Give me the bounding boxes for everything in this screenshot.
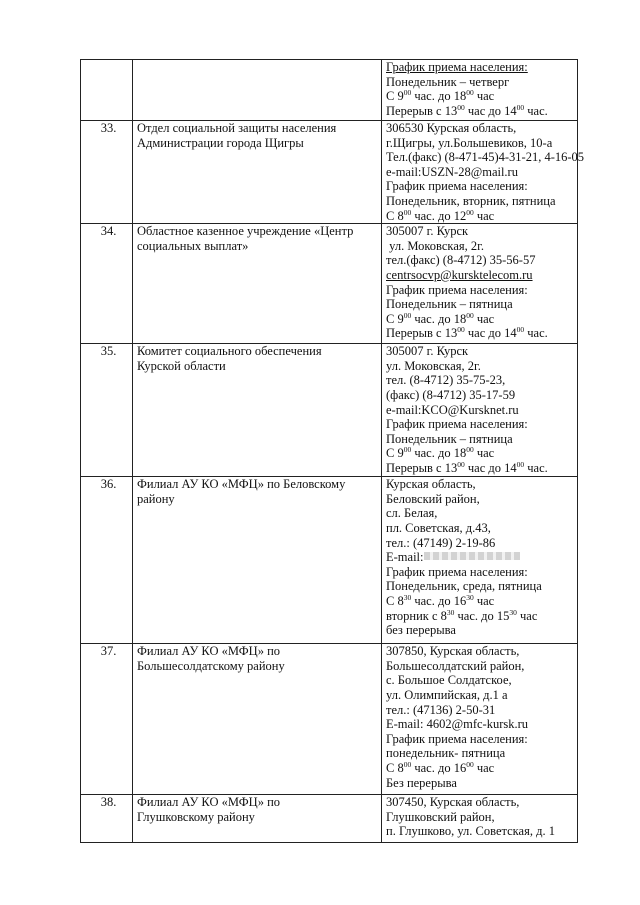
row-number: 33.	[81, 121, 133, 224]
schedule-break: Без перерыва	[386, 775, 457, 790]
row-number	[81, 60, 133, 121]
organization-name	[133, 60, 382, 121]
schedule-hours-tuesday: вторник с $8^{30}$ час. до $15^{30}$ час	[386, 607, 538, 623]
address-line: Глушковский район,	[386, 809, 495, 824]
schedule-break: без перерыва	[386, 623, 456, 638]
contact-info	[382, 121, 585, 224]
row-number: 34.	[81, 224, 133, 344]
email-line: E-mail:	[386, 550, 577, 565]
schedule-hours: С $9^{00}$ час. до $18^{00}$ час	[386, 445, 495, 461]
schedule-title: График приема населения:	[386, 282, 528, 297]
schedule-days: Понедельник – пятница	[386, 431, 513, 446]
address-line: пл. Советская, д.43,	[386, 520, 491, 535]
schedule-hours: С $8^{30}$ час. до $16^{30}$ час	[386, 592, 495, 608]
schedule-hours: С $8^{00}$ час. до $12^{00}$ час	[386, 207, 495, 223]
address-line: 306530 Курская область,	[386, 121, 517, 135]
address-line: 307450, Курская область,	[386, 795, 520, 810]
email-link[interactable]: centrsocvp@kursktelecom.ru	[386, 267, 533, 282]
schedule-break: Перерыв с $13^{00}$ час до $14^{00}$ час.	[386, 325, 548, 341]
organization-name: Филиал АУ КО «МФЦ» по Большесолдатскому району	[133, 644, 382, 795]
contact-info	[382, 224, 578, 344]
contact-info	[382, 344, 578, 477]
address-line: ул. Моковская, 2г.	[386, 358, 481, 373]
phone: тел. (8-4712) 35-75-23,	[386, 373, 506, 388]
table-row	[81, 60, 578, 121]
organization-name: Филиал АУ КО «МФЦ» по Беловскому району	[133, 477, 382, 644]
schedule-days: Понедельник, вторник, пятница	[386, 193, 556, 208]
table-row	[81, 644, 578, 795]
phone: тел.: (47136) 2-50-31	[386, 702, 496, 717]
organization-name: Филиал АУ КО «МФЦ» по Глушковскому району	[133, 795, 382, 843]
contact-info	[382, 60, 578, 121]
address-line: 307850, Курская область,	[386, 644, 520, 659]
schedule-title: График приема населения:	[386, 564, 528, 579]
schedule-break: Перерыв с $13^{00}$ час до $14^{00}$ час.	[386, 102, 548, 118]
address-line: п. Глушково, ул. Советская, д. 1	[386, 824, 555, 839]
address-line: ул. Моковская, 2г.	[386, 238, 484, 253]
phone: тел.: (47149) 2-19-86	[386, 535, 496, 550]
row-number: 35.	[81, 344, 133, 477]
table-row	[81, 121, 578, 224]
schedule-title: График приема населения:	[386, 60, 528, 74]
schedule-break: Перерыв с $13^{00}$ час до $14^{00}$ час.	[386, 459, 548, 475]
schedule-hours: С $8^{00}$ час. до $16^{00}$ час	[386, 759, 495, 775]
phone: Тел.(факс) (8-471-45)4-31-21, 4-16-05	[386, 150, 585, 165]
email-link[interactable]: e-mail:KCO@Kursknet.ru	[386, 402, 519, 417]
organization-name: Отдел социальной защиты населения Администрации города Щигры	[133, 121, 382, 224]
contact-info	[382, 644, 578, 795]
row-number: 38.	[81, 795, 133, 843]
contact-info	[382, 477, 578, 644]
schedule-title: График приема населения:	[386, 731, 528, 746]
schedule-days: Понедельник – пятница	[386, 297, 513, 312]
schedule-hours: С $9^{00}$ час. до $18^{00}$ час	[386, 88, 495, 104]
contact-info	[382, 795, 578, 843]
table-row	[81, 344, 578, 477]
address-line: сл. Белая,	[386, 506, 438, 521]
schedule-days: Понедельник – четверг	[386, 74, 510, 89]
table-row	[81, 477, 578, 644]
address-line: Курская область,	[386, 477, 476, 492]
table-row	[81, 224, 578, 344]
email-link[interactable]: E-mail: 4602@mfc-kursk.ru	[386, 717, 529, 732]
schedule-hours: С $9^{00}$ час. до $18^{00}$ час	[386, 310, 495, 326]
row-number: 36.	[81, 477, 133, 644]
fax: (факс) (8-4712) 35-17-59	[386, 387, 516, 402]
organization-name: Областное казенное учреждение «Центр социальных выплат»	[133, 224, 382, 344]
email-link[interactable]: e-mail:USZN-28@mail.ru	[386, 164, 518, 179]
redacted-email	[424, 552, 520, 560]
address-line: с. Большое Солдатское,	[386, 673, 512, 688]
schedule-days: понедельник- пятница	[386, 746, 506, 761]
institutions-table	[80, 59, 585, 843]
address-line: г.Щигры, ул.Большевиков, 10-а	[386, 135, 553, 150]
address-line: 305007 г. Курск	[386, 224, 469, 239]
schedule-days: Понедельник, среда, пятница	[386, 579, 542, 594]
organization-name: Комитет социального обеспечения Курской области	[133, 344, 382, 477]
row-number: 37.	[81, 644, 133, 795]
phone: тел.(факс) (8-4712) 35-56-57	[386, 253, 536, 268]
schedule-title: График приема населения:	[386, 417, 528, 432]
table-row	[81, 795, 578, 843]
address-line: Беловский район,	[386, 491, 480, 506]
address-line: ул. Олимпийская, д.1 а	[386, 687, 508, 702]
address-line: 305007 г. Курск	[386, 344, 469, 359]
address-line: Большесолдатский район,	[386, 658, 525, 673]
schedule-title: График приема населения:	[386, 179, 528, 194]
